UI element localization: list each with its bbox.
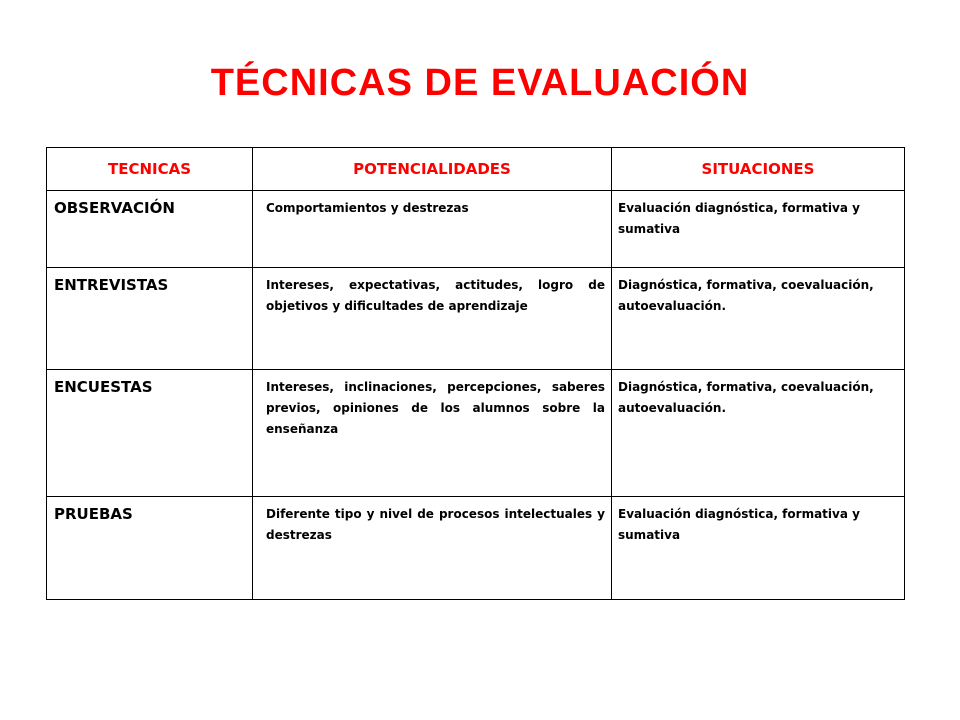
situation-cell: Evaluación diagnóstica, formativa y sumativa [612,497,905,600]
table-header-row [47,148,905,191]
potential-cell: Intereses, expectativas, actitudes, logro de objetivos y dificultades de aprendizaje [253,268,612,370]
table-row [47,191,905,268]
technique-cell: PRUEBAS [47,497,253,600]
table-row [47,497,905,600]
technique-cell: ENCUESTAS [47,370,253,497]
potential-cell: Intereses, inclinaciones, percepciones, saberes previos, opiniones de los alumnos sobre la enseñanza [253,370,612,497]
situation-cell: Diagnóstica, formativa, coevaluación, autoevaluación. [612,370,905,497]
table-row [47,370,905,497]
header-situaciones: SITUACIONES [612,148,905,191]
technique-cell: OBSERVACIÓN [47,191,253,268]
potential-cell: Diferente tipo y nivel de procesos intelectuales y destrezas [253,497,612,600]
situation-cell: Evaluación diagnóstica, formativa y sumativa [612,191,905,268]
table-row [47,268,905,370]
situation-cell: Diagnóstica, formativa, coevaluación, autoevaluación. [612,268,905,370]
page-title: TÉCNICAS DE EVALUACIÓN [210,62,750,104]
potential-cell: Comportamientos y destrezas [253,191,612,268]
header-potencialidades: POTENCIALIDADES [253,148,612,191]
header-tecnicas: TECNICAS [47,148,253,191]
technique-cell: ENTREVISTAS [47,268,253,370]
evaluation-techniques-table [46,147,905,600]
